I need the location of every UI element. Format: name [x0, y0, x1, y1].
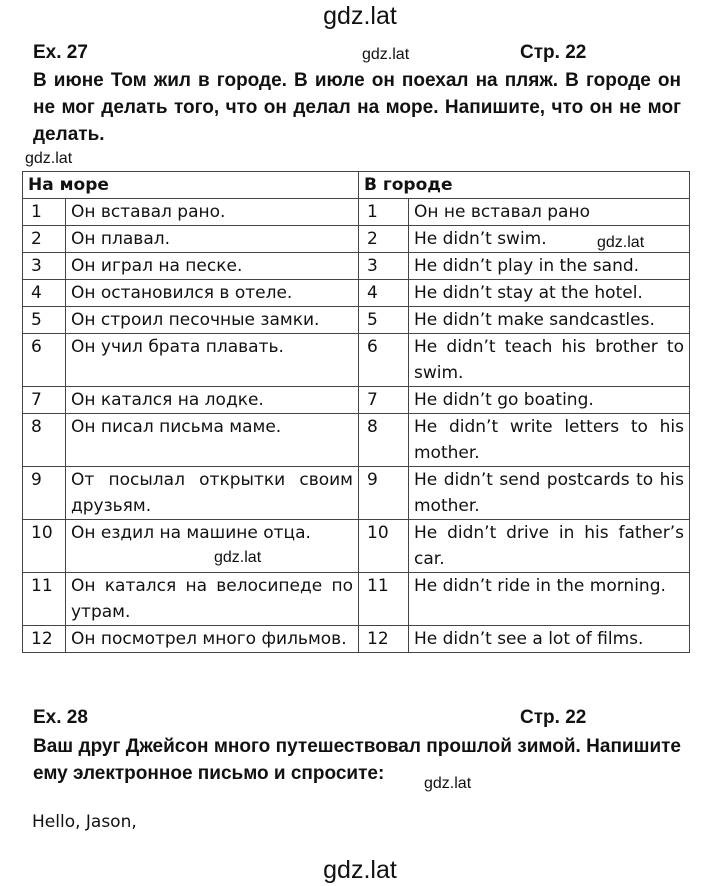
row-number-city: 7	[359, 387, 409, 414]
row-number-sea: 7	[23, 387, 66, 414]
watermark-in-row-2: gdz.lat	[597, 234, 645, 251]
in-city-answer: He didn’t stay at the hotel.	[409, 280, 690, 307]
table-row	[23, 253, 690, 280]
table-row	[23, 520, 690, 573]
in-city-answer: He didn’t write letters to his mother.	[409, 414, 690, 467]
in-city-answer: He didn’t make sandcastles.	[409, 307, 690, 334]
at-sea-activity: Он играл на песке.	[66, 253, 359, 280]
row-number-city: 1	[359, 199, 409, 226]
row-number-city: 3	[359, 253, 409, 280]
table-row	[23, 414, 690, 467]
row-number-sea: 10	[23, 520, 66, 573]
exercise-27-label: Ex. 27	[33, 42, 88, 63]
header-in-city: В городе	[359, 172, 690, 199]
exercise-27-task: В июне Том жил в городе. В июле он поехал на пляж. В городе он не мог делать того, что он делал на море. Напишите, что он не мог делать.	[33, 70, 681, 145]
row-number-sea: 4	[23, 280, 66, 307]
row-number-city: 5	[359, 307, 409, 334]
in-city-answer: He didn’t ride in the morning.	[409, 573, 690, 626]
in-city-answer: He didn’t play in the sand.	[409, 253, 690, 280]
row-number-sea: 8	[23, 414, 66, 467]
watermark-header: gdz.lat	[362, 46, 410, 63]
row-number-city: 11	[359, 573, 409, 626]
in-city-answer: He didn’t teach his brother to swim.	[409, 334, 690, 387]
at-sea-activity: Он учил брата плавать.	[66, 334, 359, 387]
in-city-answer: He didn’t send postcards to his mother.	[409, 467, 690, 520]
in-city-answer: He didn’t drive in his father’s car.	[409, 520, 690, 573]
at-sea-activity: Он посмотрел много фильмов.	[66, 626, 359, 653]
table-row	[23, 387, 690, 414]
at-sea-activity: Он катался на велосипеде по утрам.	[66, 573, 359, 626]
row-number-city: 6	[359, 334, 409, 387]
watermark-above-table: gdz.lat	[25, 150, 73, 167]
row-number-city: 8	[359, 414, 409, 467]
row-number-city: 9	[359, 467, 409, 520]
row-number-city: 12	[359, 626, 409, 653]
at-sea-activity: Он плавал.	[66, 226, 359, 253]
exercise-28-task: Ваш друг Джейсон много путешествовал прошлой зимой. Напишите ему электронное письмо и спросите:	[33, 736, 681, 784]
exercise-28-label: Ex. 28	[33, 707, 88, 728]
table-row	[23, 226, 690, 253]
watermark-in-row-10: gdz.lat	[214, 549, 262, 566]
watermark-top: gdz.lat	[323, 2, 397, 30]
row-number-sea: 12	[23, 626, 66, 653]
row-number-sea: 1	[23, 199, 66, 226]
row-number-sea: 9	[23, 467, 66, 520]
header-at-sea: На море	[23, 172, 359, 199]
row-number-sea: 5	[23, 307, 66, 334]
table-row	[23, 307, 690, 334]
table-body	[23, 199, 690, 653]
table-row	[23, 199, 690, 226]
row-number-city: 4	[359, 280, 409, 307]
in-city-answer: Он не вставал рано	[409, 199, 690, 226]
table-row	[23, 280, 690, 307]
in-city-answer: He didn’t see a lot of films.	[409, 626, 690, 653]
table-row	[23, 334, 690, 387]
at-sea-activity: Он остановился в отеле.	[66, 280, 359, 307]
exercise-27-page: Стр. 22	[520, 42, 587, 63]
at-sea-activity: Он катался на лодке.	[66, 387, 359, 414]
at-sea-activity: От посылал открытки своим друзьям.	[66, 467, 359, 520]
in-city-answer: He didn’t swim.	[409, 226, 690, 253]
table-row	[23, 573, 690, 626]
row-number-sea: 11	[23, 573, 66, 626]
table-row	[23, 467, 690, 520]
table-header-row	[23, 172, 690, 199]
letter-greeting: Hello, Jason,	[32, 812, 137, 832]
row-number-sea: 6	[23, 334, 66, 387]
at-sea-activity: Он ездил на машине отца.	[66, 520, 359, 573]
at-sea-activity: Он писал письма маме.	[66, 414, 359, 467]
row-number-city: 2	[359, 226, 409, 253]
row-number-city: 10	[359, 520, 409, 573]
at-sea-activity: Он вставал рано.	[66, 199, 359, 226]
watermark-bottom: gdz.lat	[323, 856, 397, 884]
row-number-sea: 2	[23, 226, 66, 253]
exercise-28-page: Стр. 22	[520, 707, 587, 728]
answers-table	[22, 171, 690, 653]
row-number-sea: 3	[23, 253, 66, 280]
at-sea-activity: Он строил песочные замки.	[66, 307, 359, 334]
in-city-answer: He didn’t go boating.	[409, 387, 690, 414]
table-row	[23, 626, 690, 653]
watermark-ex28: gdz.lat	[424, 775, 472, 792]
